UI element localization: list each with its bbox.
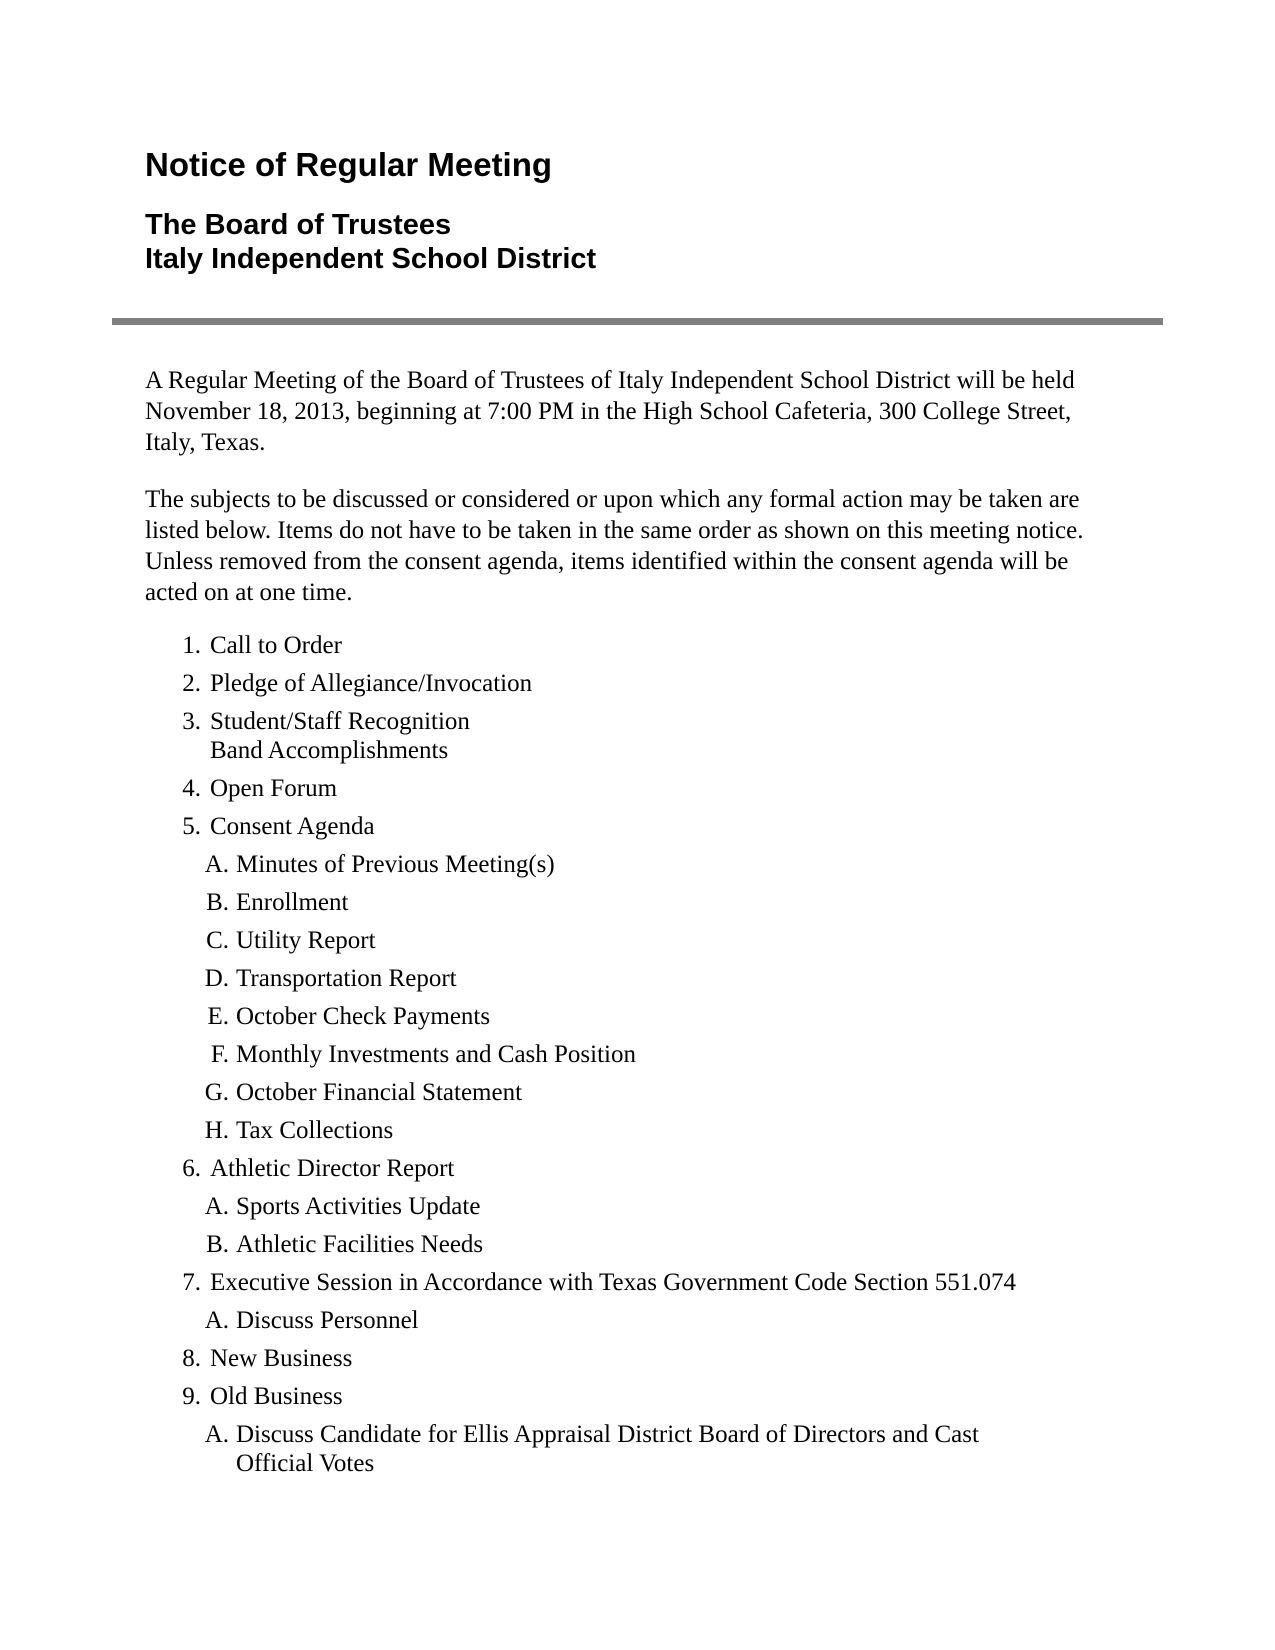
paragraph-line: A Regular Meeting of the Board of Trustees of Italy Independent School District will be held — [145, 367, 1075, 394]
item-text-line: Sports Activities Update — [236, 1193, 481, 1220]
item-text-line: Enrollment — [236, 889, 349, 916]
item-text — [236, 1002, 490, 1031]
agenda-subitem — [145, 964, 1175, 993]
paragraph-line: November 18, 2013, beginning at 7:00 PM in the High School Cafeteria, 300 College Street, — [145, 398, 1072, 425]
agenda-list — [145, 631, 1175, 1478]
item-marker: G. — [204, 1079, 229, 1106]
agenda-subitem — [145, 1116, 1175, 1145]
item-text — [236, 888, 348, 917]
paragraph-line: The subjects to be discussed or considered or upon which any formal action may be taken are — [145, 486, 1080, 513]
agenda-item — [145, 1268, 1175, 1297]
meeting-details-paragraph — [145, 365, 1175, 458]
item-text-line: Monthly Investments and Cash Position — [236, 1041, 636, 1068]
subjects-paragraph — [145, 484, 1175, 608]
item-marker: 5. — [182, 813, 201, 840]
agenda-subitem — [145, 1192, 1175, 1221]
item-marker: 7. — [182, 1269, 201, 1296]
item-text — [210, 631, 342, 660]
agenda-subitem — [145, 1002, 1175, 1031]
item-marker: 4. — [182, 775, 201, 802]
agenda-subitem — [145, 1306, 1175, 1335]
document-title: Notice of Regular Meeting — [145, 146, 553, 183]
agenda-item — [145, 1154, 1175, 1183]
item-text-line: Transportation Report — [236, 965, 457, 992]
item-text — [236, 926, 376, 955]
item-text-line: Executive Session in Accordance with Texas Government Code Section 551.074 — [210, 1269, 1016, 1296]
item-marker: D. — [204, 965, 229, 992]
agenda-subitem — [145, 1230, 1175, 1259]
item-marker: A. — [204, 1193, 229, 1220]
paragraph-line: Unless removed from the consent agenda, items identified within the consent agenda will be — [145, 548, 1069, 575]
item-text — [210, 812, 375, 841]
item-text-line: Athletic Director Report — [210, 1155, 455, 1182]
item-marker: E. — [207, 1003, 229, 1030]
item-marker: A. — [204, 1307, 229, 1334]
agenda-subitem — [145, 1078, 1175, 1107]
document-subtitle — [145, 208, 1175, 276]
item-marker: 2. — [182, 670, 201, 697]
subtitle-line-district: Italy Independent School District — [145, 243, 597, 275]
item-marker: 6. — [182, 1155, 201, 1182]
item-marker: 3. — [182, 708, 201, 735]
agenda-item — [145, 1344, 1175, 1373]
item-text-line: Discuss Personnel — [236, 1307, 419, 1334]
item-text-line: Student/Staff Recognition — [210, 708, 470, 735]
item-text — [210, 669, 532, 698]
agenda-subitem — [145, 1040, 1175, 1069]
agenda-item — [145, 774, 1175, 803]
divider-rule — [112, 318, 1163, 325]
item-text-line: Consent Agenda — [210, 813, 375, 840]
agenda-item — [145, 1382, 1175, 1411]
item-marker: B. — [206, 889, 229, 916]
agenda-item — [145, 669, 1175, 698]
item-marker: 8. — [182, 1345, 201, 1372]
agenda-subitem — [145, 888, 1175, 917]
item-text-line: Utility Report — [236, 927, 376, 954]
agenda-item — [145, 707, 1175, 765]
item-text — [236, 1192, 480, 1221]
agenda-subitem — [145, 926, 1175, 955]
item-marker: 1. — [182, 632, 201, 659]
item-text-line: Official Votes — [236, 1450, 375, 1477]
item-text — [210, 774, 337, 803]
item-text-line: October Financial Statement — [236, 1079, 523, 1106]
item-text — [210, 1154, 454, 1183]
item-text — [236, 964, 457, 993]
item-text — [210, 1382, 343, 1411]
item-text-line: Athletic Facilities Needs — [236, 1231, 484, 1258]
item-text — [210, 1344, 352, 1373]
item-text — [236, 1306, 419, 1335]
agenda-item — [145, 812, 1175, 841]
paragraph-line: Italy, Texas. — [145, 429, 266, 456]
item-text — [236, 1116, 393, 1145]
item-text — [210, 1268, 1016, 1297]
agenda-subitem — [145, 850, 1175, 879]
item-text — [210, 707, 470, 765]
paragraph-line: listed below. Items do not have to be taken in the same order as shown on this meeting notice. — [145, 517, 1084, 544]
item-marker: C. — [206, 927, 229, 954]
item-text-line: Old Business — [210, 1383, 343, 1410]
item-text-line: Band Accomplishments — [210, 737, 449, 764]
item-marker: 9. — [182, 1383, 201, 1410]
item-text — [236, 1040, 636, 1069]
item-text-line: Discuss Candidate for Ellis Appraisal District Board of Directors and Cast — [236, 1421, 979, 1448]
item-marker: H. — [204, 1117, 229, 1144]
item-text-line: Open Forum — [210, 775, 338, 802]
item-marker: A. — [204, 851, 229, 878]
agenda-item — [145, 631, 1175, 660]
item-text-line: Call to Order — [210, 632, 342, 659]
subtitle-line-board: The Board of Trustees — [145, 209, 452, 241]
item-marker: B. — [206, 1231, 229, 1258]
item-marker: A. — [204, 1421, 229, 1448]
item-text-line: October Check Payments — [236, 1003, 491, 1030]
paragraph-line: acted on at one time. — [145, 579, 353, 606]
item-text — [236, 1230, 483, 1259]
item-text — [236, 1420, 979, 1478]
item-text-line: Tax Collections — [236, 1117, 394, 1144]
agenda-subitem — [145, 1420, 1175, 1478]
item-text — [236, 1078, 522, 1107]
item-marker: F. — [210, 1041, 229, 1068]
item-text-line: Pledge of Allegiance/Invocation — [210, 670, 533, 697]
item-text-line: New Business — [210, 1345, 353, 1372]
item-text-line: Minutes of Previous Meeting(s) — [236, 851, 555, 878]
item-text — [236, 850, 555, 879]
